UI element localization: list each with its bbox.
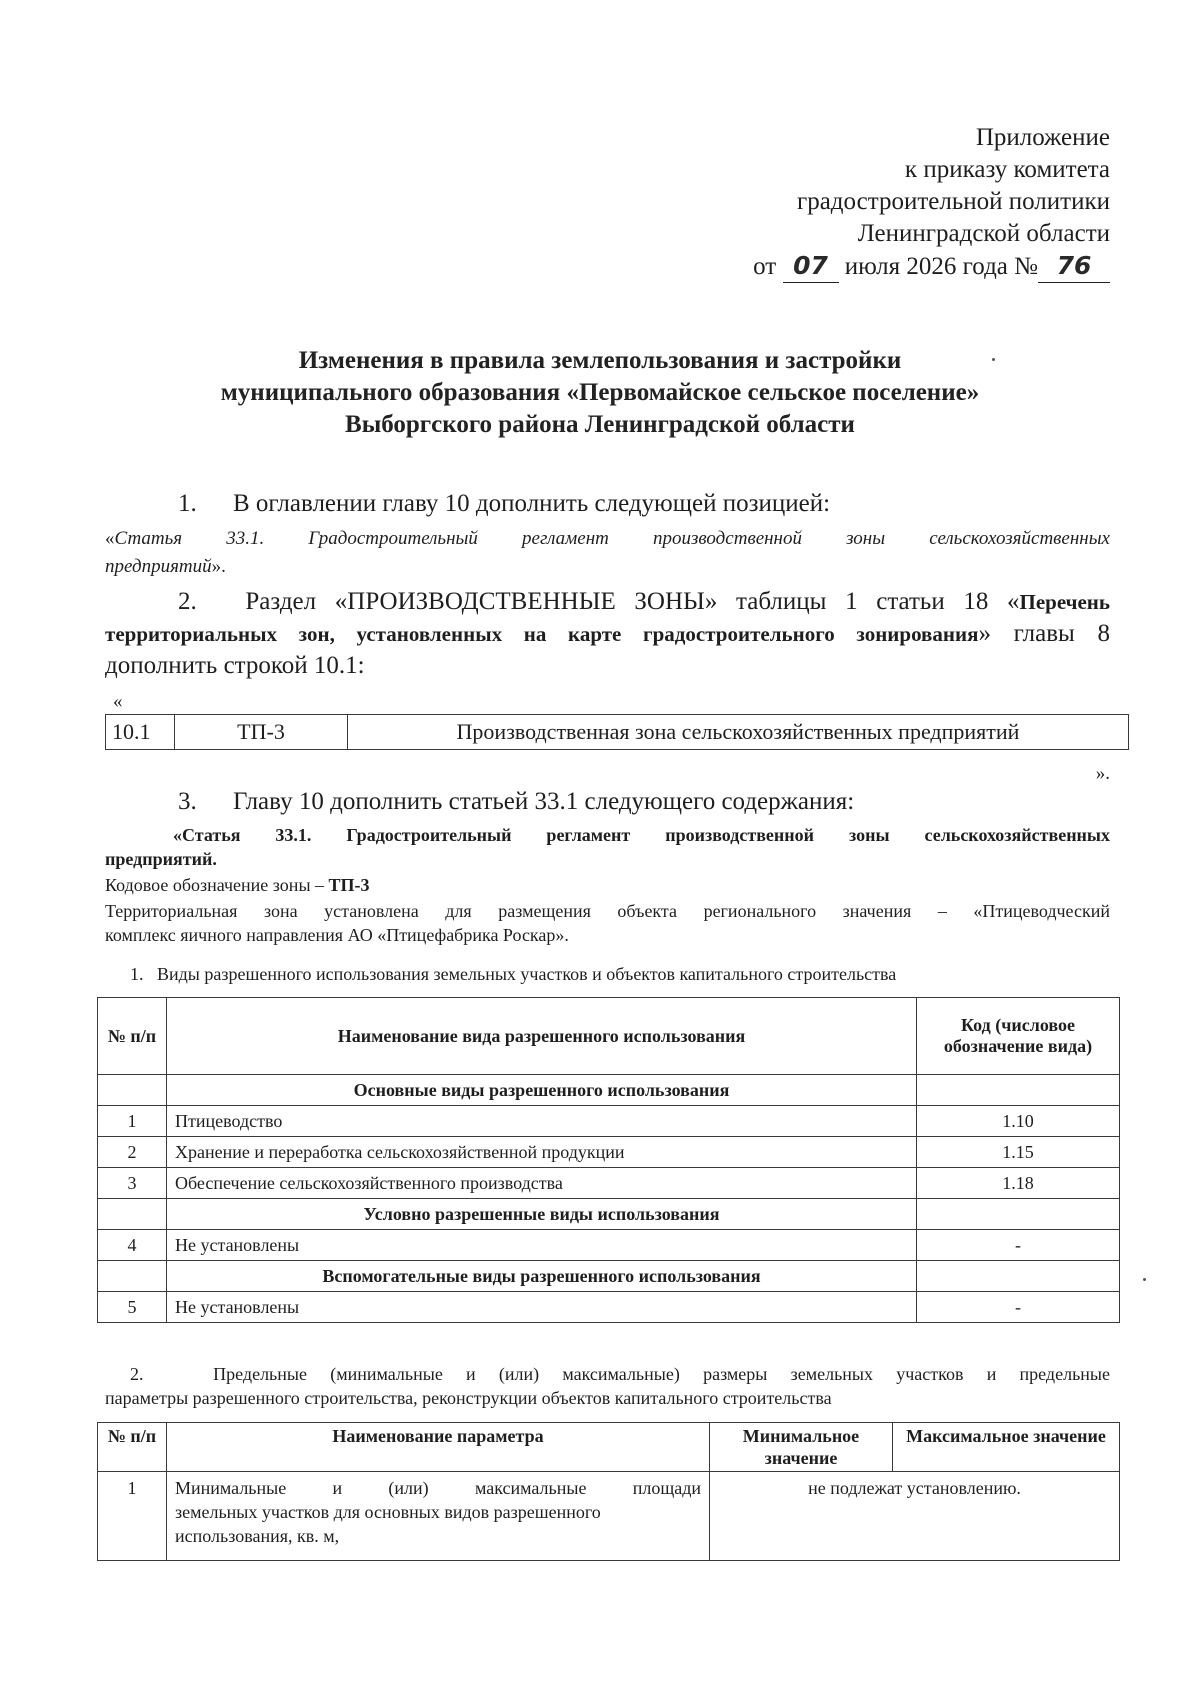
param-value-cell: не подлежат установлению. <box>710 1472 1120 1561</box>
appendix-date-line <box>753 250 1110 283</box>
parameters-table <box>97 1422 1120 1561</box>
zone-num-cell: 10.1 <box>106 715 175 750</box>
item-number: 2. <box>178 588 197 615</box>
col-code-header: Код (числовое обозначение вида) <box>917 998 1120 1075</box>
zone-name-cell: Производственная зона сельскохозяйственных предприятий <box>348 715 1129 750</box>
date-prefix: от <box>753 253 777 280</box>
zone-code-line: Кодовое обозначение зоны – ТП-3 <box>105 875 370 895</box>
zone-desc-line2: комплекс яичного направления АО «Птицефабрика Роскар». <box>105 925 569 945</box>
document-title <box>0 345 1200 441</box>
group-title: Основные виды разрешенного использования <box>167 1075 917 1106</box>
appendix-block <box>753 122 1110 283</box>
item-number: 1. <box>178 490 197 517</box>
article-title-line2: предприятий. <box>105 849 217 869</box>
zone-code-cell: ТП-3 <box>175 715 348 750</box>
group-title: Условно разрешенные виды использования <box>167 1199 917 1230</box>
handwritten-number: 76 <box>1038 250 1110 283</box>
date-month-year: июля 2026 года № <box>844 253 1038 280</box>
section2-heading-line2: параметры разрешенного строительства, реконструкции объектов капитального строительства <box>105 1388 832 1408</box>
col-name-header: Наименование вида разрешенного использования <box>167 998 917 1075</box>
table-row: 5 Не установлены - <box>98 1292 1120 1323</box>
article-title-line1: «Статья 33.1. Градостроительный регламент производственной зоны сельскохозяйственных <box>173 825 1110 845</box>
table-header-row <box>98 1423 1120 1472</box>
group-row <box>98 1261 1120 1292</box>
item2-line1: 2. Раздел «ПРОИЗВОДСТВЕННЫЕ ЗОНЫ» таблицы 1 статьи 18 «Перечень <box>178 588 1111 615</box>
scan-speck <box>992 358 995 361</box>
title-line: муниципального образования «Первомайское сельское поселение» <box>220 379 980 406</box>
table-row: 1 Минимальные и (или) максимальные площади земельных участков для основных видов разрешенного использования, кв. м, не подлежат установлению. <box>98 1472 1120 1561</box>
group-title: Вспомогательные виды разрешенного использования <box>167 1261 917 1292</box>
handwritten-day: 07 <box>783 250 839 283</box>
item-text: Главу 10 дополнить статьей 33.1 следующего содержания: <box>233 788 855 815</box>
item1-paragraph <box>178 488 830 520</box>
col-num-header: № п/п <box>98 1423 167 1472</box>
table-row: 3 Обеспечение сельскохозяйственного производства 1.18 <box>98 1168 1120 1199</box>
table-header-row <box>98 998 1120 1075</box>
appendix-line: градостроительной политики <box>796 188 1110 215</box>
item-number: 3. <box>178 788 197 815</box>
close-quote: ». <box>1095 763 1110 784</box>
col-num-header: № п/п <box>98 998 167 1075</box>
section2-heading-line1: 2. Предельные (минимальные и (или) максимальные) размеры земельных участков и предельные <box>130 1364 1110 1384</box>
table-row <box>106 715 1129 750</box>
group-row <box>98 1199 1120 1230</box>
zones-row-table <box>105 714 1129 750</box>
appendix-line: Ленинградской области <box>857 220 1110 247</box>
col-min-header: Минимальное значение <box>710 1423 893 1472</box>
col-param-header: Наименование параметра <box>167 1423 710 1472</box>
section1-heading: 1. Виды разрешенного использования земельных участков и объектов капитального строительства <box>130 964 897 984</box>
title-line: Выборгского района Ленинградской области <box>345 411 855 438</box>
table-row: 4 Не установлены - <box>98 1230 1120 1261</box>
appendix-line: к приказу комитета <box>904 156 1110 183</box>
table-row: 2 Хранение и переработка сельскохозяйственной продукции 1.15 <box>98 1137 1120 1168</box>
table-row: 1 Птицеводство 1.10 <box>98 1106 1120 1137</box>
group-row <box>98 1075 1120 1106</box>
item-text: В оглавлении главу 10 дополнить следующей позицией: <box>233 490 831 517</box>
usage-types-table <box>97 997 1120 1323</box>
title-line: Изменения в правила землепользования и застройки <box>298 347 902 374</box>
zone-code-value: ТП-3 <box>328 875 370 895</box>
open-quote: « <box>113 691 123 712</box>
item1-quote-line2: предприятий». <box>105 556 226 577</box>
appendix-line: Приложение <box>975 124 1110 151</box>
param-name-cell: Минимальные и (или) максимальные площади земельных участков для основных видов разрешенного использования, кв. м, <box>167 1472 710 1561</box>
item2-line2: территориальных зон, установленных на карте градостроительного зонирования» главы 8 <box>105 620 1110 647</box>
item2-line3: дополнить строкой 10.1: <box>105 652 365 679</box>
item3-paragraph <box>178 786 854 818</box>
col-max-header: Максимальное значение <box>893 1423 1120 1472</box>
item1-quote-line1: «Статья 33.1. Градостроительный регламент производственной зоны сельскохозяйственных <box>105 528 1110 549</box>
zone-desc-line1: Территориальная зона установлена для размещения объекта регионального значения – «Птицеводческий <box>105 901 1110 921</box>
scan-speck <box>1143 1278 1146 1281</box>
